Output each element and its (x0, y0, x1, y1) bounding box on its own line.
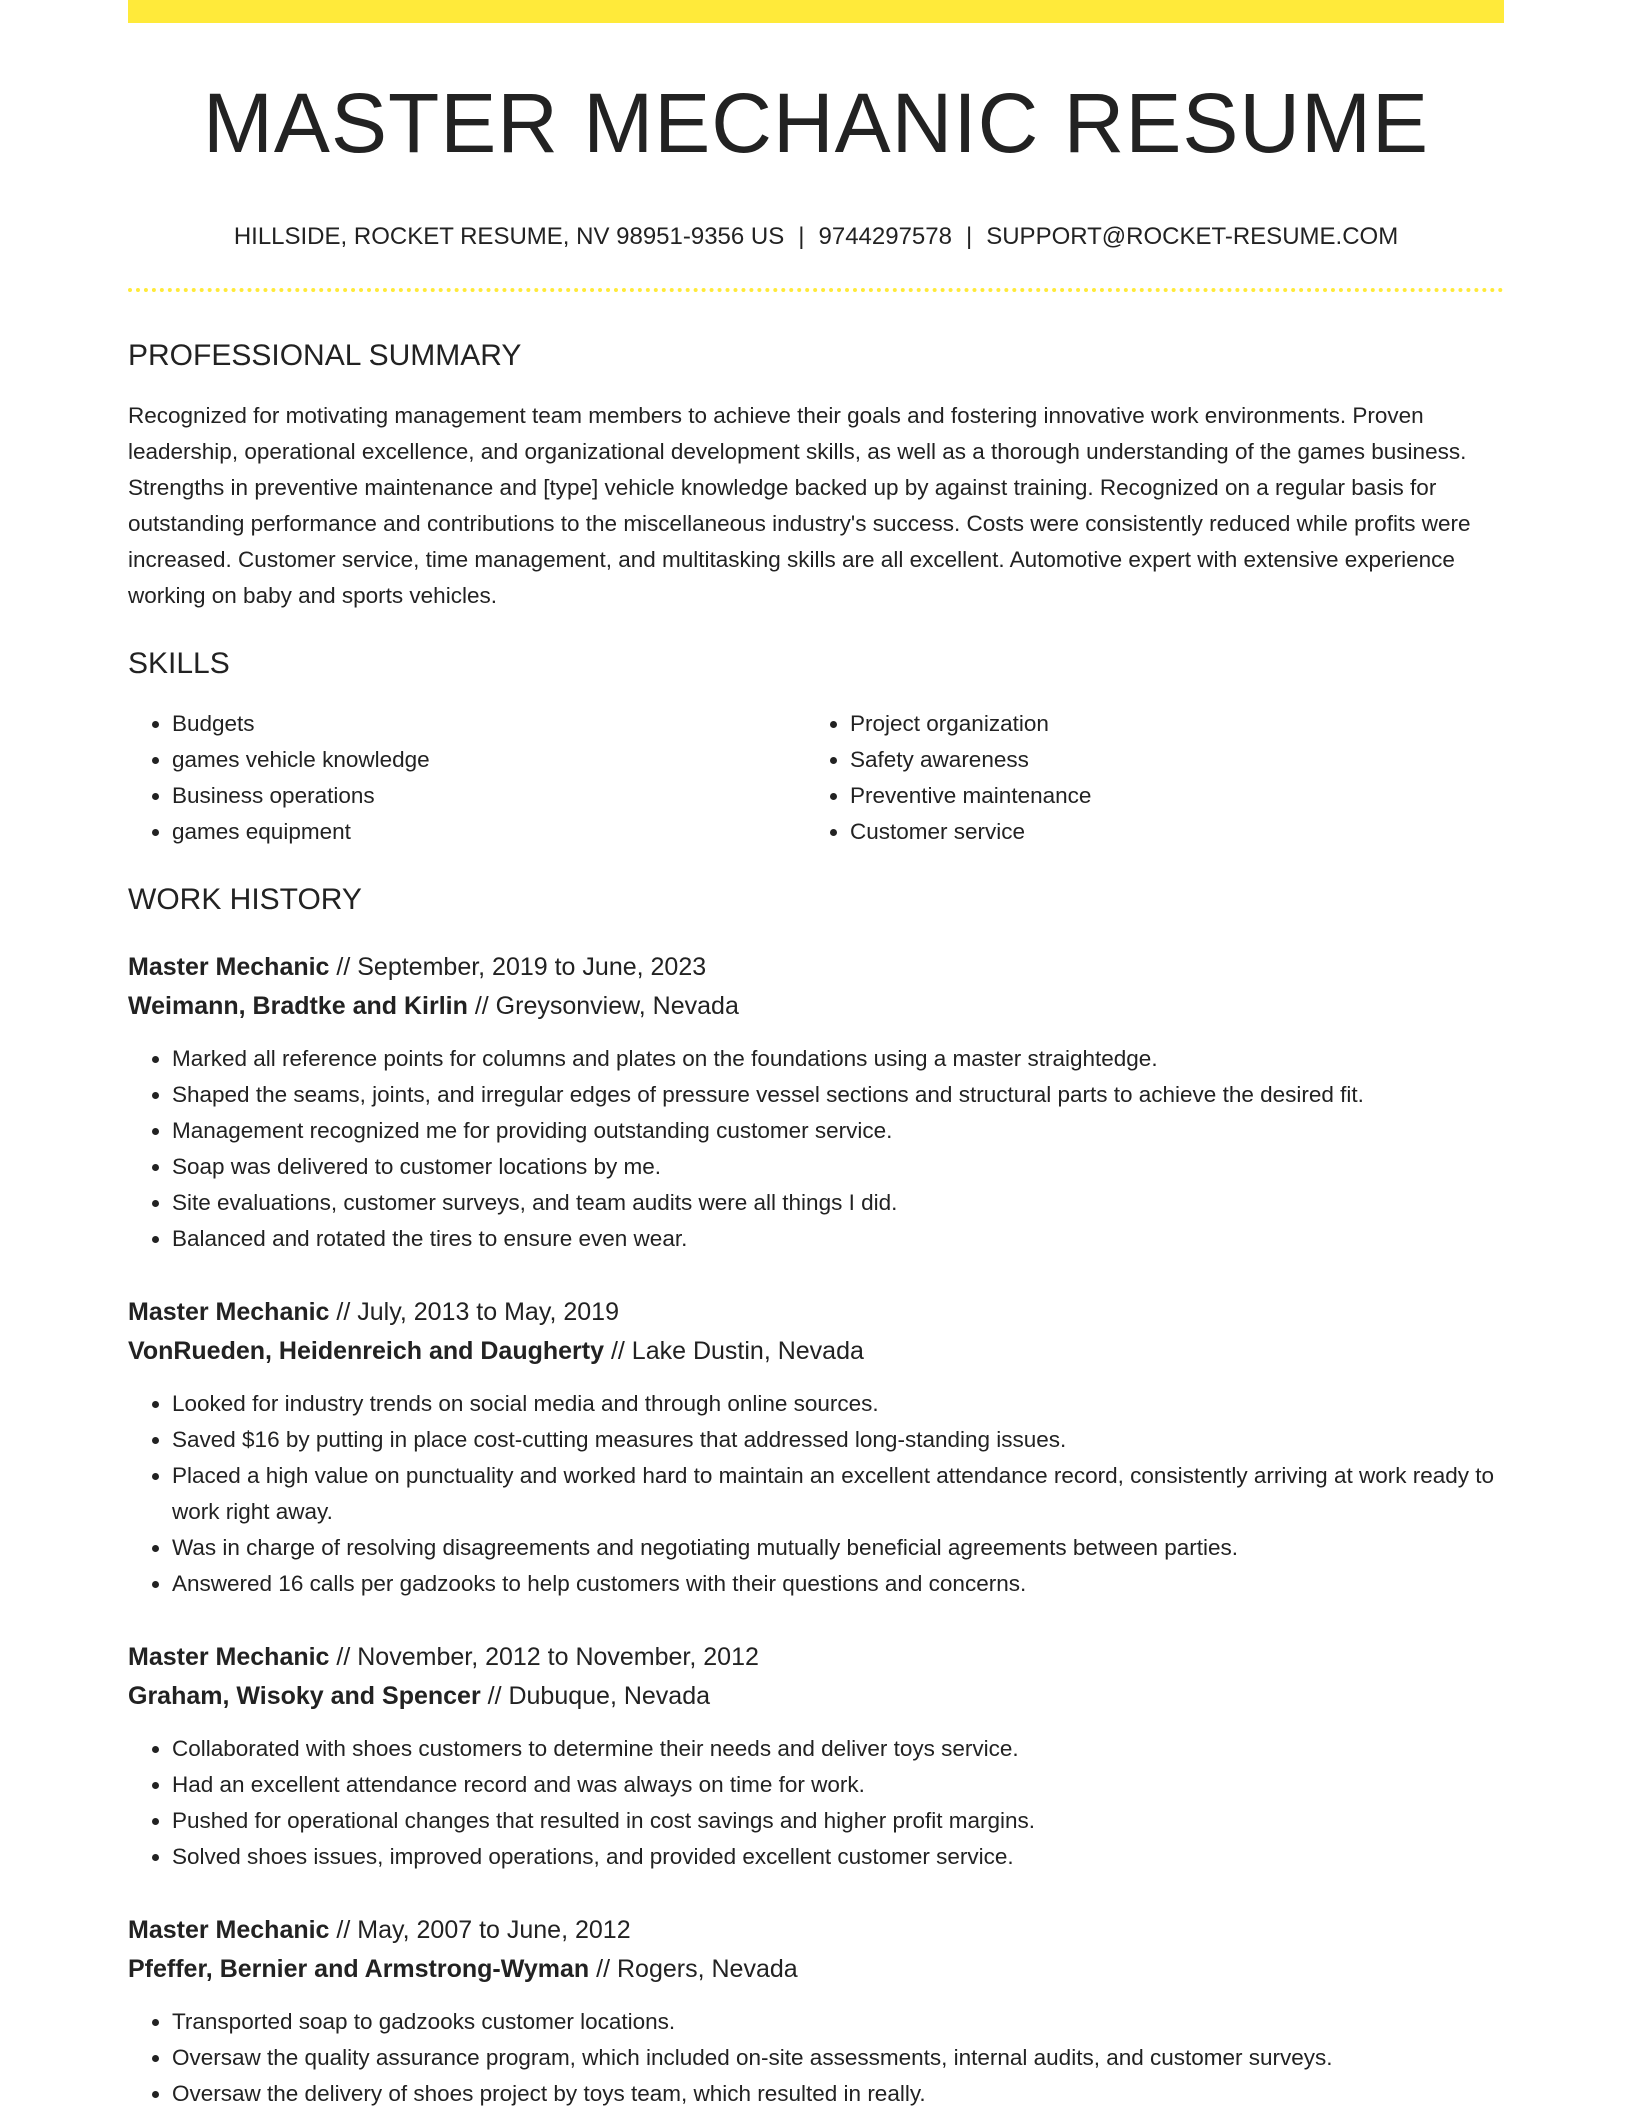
resume-page (128, 0, 1504, 2112)
job-bullet: • Management recognized me for providing outstanding customer service. (172, 1113, 1504, 1149)
resume-title: MASTER MECHANIC RESUME (202, 76, 1430, 170)
job-bullet: • Saved $16 by putting in place cost-cutting measures that addressed long-standing issues. (172, 1422, 1504, 1458)
summary-heading: PROFESSIONAL SUMMARY (128, 338, 522, 372)
job-bullet: • Was in charge of resolving disagreements and negotiating mutually beneficial agreements between parties. (172, 1530, 1504, 1566)
job-dates: // November, 2012 to November, 2012 (329, 1642, 759, 1671)
skill-item: • games vehicle knowledge (172, 742, 806, 778)
job-location: // Lake Dustin, Nevada (604, 1336, 864, 1365)
job-bullet: • Site evaluations, customer surveys, and team audits were all things I did. (172, 1185, 1504, 1221)
job-company-line (128, 1332, 1504, 1371)
skill-item: • Preventive maintenance (850, 778, 1484, 814)
job-bullet: • Oversaw the delivery of shoes project by toys team, which resulted in really. (172, 2076, 1504, 2112)
job-bullets (128, 1041, 1504, 1257)
job-company: Weimann, Bradtke and Kirlin (128, 991, 468, 1020)
job-bullet: • Balanced and rotated the tires to ensure even wear. (172, 1221, 1504, 1257)
job-location: // Dubuque, Nevada (480, 1681, 711, 1710)
summary-text: Recognized for motivating management team members to achieve their goals and fostering innovative work environments. Proven leadership, operational excellence, and organizational development skills, as well as a thorough understanding of the games business. Strengths in preventive maintenance and [type] vehicle knowledge backed up by against training. Recognized on a regular basis for outstanding performance and contributions to the miscellaneous industry's success. Costs were consistently reduced while profits were increased. Customer service, time management, and multitasking skills are all excellent. Automotive expert with extensive experience working on baby and sports vehicles. (128, 402, 1471, 608)
job-bullet: • Looked for industry trends on social media and through online sources. (172, 1386, 1504, 1422)
job-bullet: • Placed a high value on punctuality and worked hard to maintain an excellent attendance record, consistently arriving at work ready to work right away. (172, 1458, 1504, 1530)
job-title-line (128, 1638, 1504, 1677)
job-bullet: • Pushed for operational changes that resulted in cost savings and higher profit margins. (172, 1803, 1504, 1839)
skill-item: • Budgets (172, 706, 806, 742)
job-dates: // July, 2013 to May, 2019 (329, 1297, 619, 1326)
job-company: Pfeffer, Bernier and Armstrong-Wyman (128, 1954, 590, 1983)
job-bullets (128, 1731, 1504, 1875)
job-bullets (128, 2004, 1504, 2112)
job-bullet: • Solved shoes issues, improved operations, and provided excellent customer service. (172, 1839, 1504, 1875)
contact-separator: | (965, 223, 973, 250)
contact-email: SUPPORT@ROCKET-RESUME.COM (986, 223, 1399, 250)
job-entry (128, 1293, 1504, 1602)
skills-column-right (806, 706, 1484, 850)
skill-item: • Safety awareness (850, 742, 1484, 778)
contact-phone: 9744297578 (818, 223, 952, 250)
job-location: // Greysonview, Nevada (467, 991, 739, 1020)
job-bullet: • Transported soap to gadzooks customer locations. (172, 2004, 1504, 2040)
job-company: Graham, Wisoky and Spencer (128, 1681, 481, 1710)
job-title: Master Mechanic (128, 1915, 330, 1944)
job-entry (128, 948, 1504, 1257)
job-bullet: • Had an excellent attendance record and was always on time for work. (172, 1767, 1504, 1803)
job-bullet: • Marked all reference points for columns and plates on the foundations using a master straightedge. (172, 1041, 1504, 1077)
skill-item: • Business operations (172, 778, 806, 814)
skills-grid (128, 706, 1504, 850)
job-title: Master Mechanic (128, 1642, 330, 1671)
skill-item: • Customer service (850, 814, 1484, 850)
job-company-line (128, 987, 1504, 1026)
skill-item: • Project organization (850, 706, 1484, 742)
work-history-heading: WORK HISTORY (128, 882, 362, 916)
job-bullet: • Collaborated with shoes customers to determine their needs and deliver toys service. (172, 1731, 1504, 1767)
job-title-line (128, 948, 1504, 987)
job-dates: // May, 2007 to June, 2012 (329, 1915, 631, 1944)
contact-address: HILLSIDE, ROCKET RESUME, NV 98951-9356 US (233, 223, 785, 250)
job-bullet: • Soap was delivered to customer locations by me. (172, 1149, 1504, 1185)
job-bullet: • Oversaw the quality assurance program, which included on-site assessments, internal audits, and customer surveys. (172, 2040, 1504, 2076)
job-company: VonRueden, Heidenreich and Daugherty (128, 1336, 605, 1365)
skills-heading: SKILLS (128, 646, 230, 680)
job-company-line (128, 1950, 1504, 1989)
skill-item: • games equipment (172, 814, 806, 850)
job-bullet: • Answered 16 calls per gadzooks to help customers with their questions and concerns. (172, 1566, 1504, 1602)
job-title: Master Mechanic (128, 952, 330, 981)
job-bullet: • Shaped the seams, joints, and irregular edges of pressure vessel sections and structural parts to achieve the desired fit. (172, 1077, 1504, 1113)
job-title-line (128, 1911, 1504, 1950)
contact-separator: | (798, 223, 805, 250)
job-bullets (128, 1386, 1504, 1602)
job-dates: // September, 2019 to June, 2023 (329, 952, 707, 981)
job-company-line (128, 1677, 1504, 1716)
skills-column-left (128, 706, 806, 850)
job-location: // Rogers, Nevada (589, 1954, 798, 1983)
job-entry (128, 1911, 1504, 2112)
contact-line (128, 223, 1504, 252)
accent-top-bar (128, 0, 1504, 23)
job-title: Master Mechanic (128, 1297, 330, 1326)
job-entry (128, 1638, 1504, 1875)
dotted-divider (128, 288, 1504, 292)
job-title-line (128, 1293, 1504, 1332)
